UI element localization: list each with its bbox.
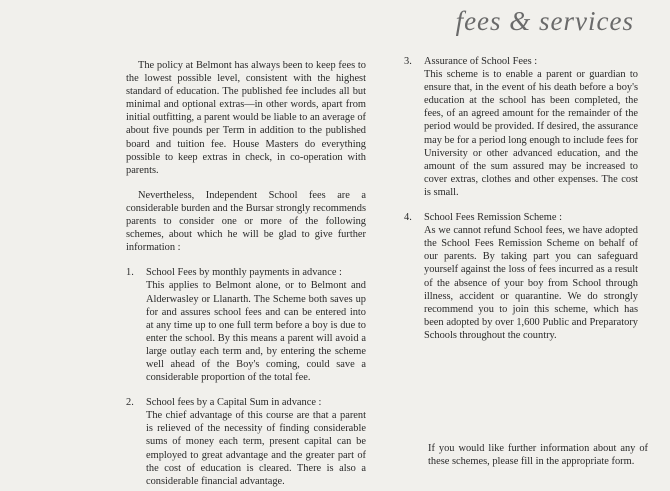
scheme-number: 3.: [404, 56, 412, 67]
scheme-title: Assurance of School Fees :: [424, 56, 538, 67]
scheme-item-1: [126, 266, 366, 384]
left-column: [126, 59, 366, 488]
scheme-title: School fees by a Capital Sum in advance :: [146, 397, 322, 409]
page-title: fees & services: [455, 6, 634, 36]
scheme-body: As we cannot refund School fees, we have adopted the School Fees Remission Scheme on behalf of our parents. By taking part you can safeguard yourself against the loss of fees incurred as a result of the absence of your boy from School through illness, accident or quarantine. We do strongly recommend you to join this scheme, which has been adopted by over 1,600 Public and Preparatory Schools throughout the country.: [424, 225, 638, 341]
scheme-item-3: [404, 55, 638, 199]
scheme-body: This scheme is to enable a parent or guardian to ensure that, in the event of his death before a boy's education at the school has been completed, the fees, of an agreed amount for the remainder of the period would be provided. If desired, the assurance may be for a period long enough to include fees for University or other advanced education, and the amount of the sum assured may be increased to cover extras, clothes and other expenses. The cost is small.: [424, 69, 638, 198]
scheme-number: 2.: [126, 397, 134, 409]
scheme-item-4: [404, 211, 638, 342]
scheme-body: This applies to Belmont alone, or to Belmont and Alderwasley or Llanarth. The Scheme both saves up for and assures school fees and can be entered into at any time up to one full term before a boy is due to enter the school. By this means a parent will avoid a large outlay each term and, by entering the scheme well ahead of the Boy's coming, could save a considerable proportion of the total fee.: [146, 280, 366, 384]
scheme-number: 4.: [404, 212, 412, 224]
scheme-number: 1.: [126, 267, 134, 279]
scheme-title: School Fees Remission Scheme :: [424, 212, 562, 224]
scheme-body: The chief advantage of this course are that a parent is relieved of the necessity of finding considerable sums of money each term, present capital can be employed to great advantage and the greater part of the cost of education is cleared. There is also a considerable financial advantage.: [146, 410, 366, 487]
scheme-item-2: [126, 396, 366, 488]
scheme-title: School Fees by monthly payments in advance :: [146, 267, 342, 279]
right-column: [404, 55, 638, 342]
footer-note: If you would like further information about any of these schemes, please fill in the appropriate form.: [428, 443, 648, 467]
intro-paragraph: The policy at Belmont has always been to keep fees to the lowest possible level, consistent with the highest standard of education. The published fee includes all but minimal and optional extras—in other words, apart from initial outfitting, a parent would be liable to an average of about five pounds per Term in addition to the published board and tuition fee. House Masters do everything possible to keep extras in check, in co-operation with parents.: [126, 60, 366, 176]
burden-paragraph: Nevertheless, Independent School fees are a considerable burden and the Bursar strongly recommends parents to consider one or more of the following schemes, about which he will be glad to give further information :: [126, 189, 366, 254]
